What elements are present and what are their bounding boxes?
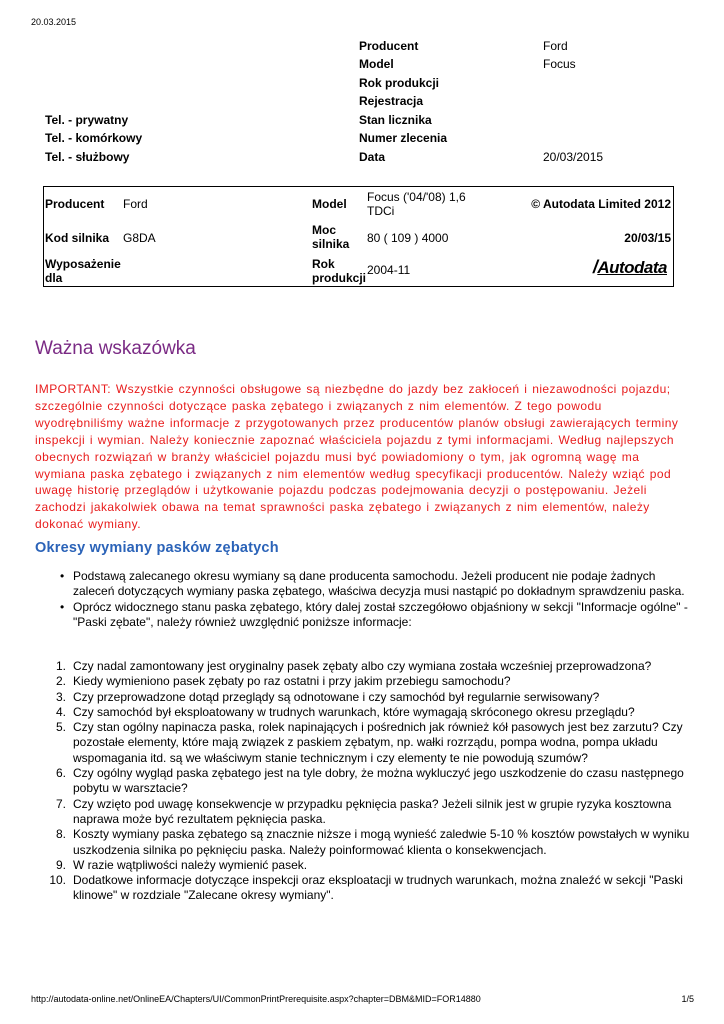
numbered-item xyxy=(44,827,690,858)
producent-label: Producent xyxy=(359,39,419,53)
rejestracja-label: Rejestracja xyxy=(359,94,424,108)
autodata-logo: /Autodata xyxy=(592,257,667,277)
item-text: Czy wzięto pod uwagę konsekwencje w przypadku pęknięcia paska? Jeżeli silnik jest w grupie ryzyka kosztowna naprawa może być rezultatem pęknięcia paska. xyxy=(73,796,672,826)
numer-zlecenia-label: Numer zlecenia xyxy=(359,131,448,145)
table-model-value-line1: Focus ('04/'08) 1,6 xyxy=(367,190,466,204)
item-text: Dodatkowe informacje dotyczące inspekcji oraz eksploatacji w trudnych warunkach, można znaleźć w sekcji "Paski klinowe" w rozdziale "Zalecane okresy wymiany". xyxy=(73,873,683,903)
numbered-item xyxy=(44,705,690,720)
table-producent-value: Ford xyxy=(123,197,148,211)
item-text: Czy nadal zamontowany jest oryginalny pasek zębaty albo czy wymiana została wcześniej przeprowadzona? xyxy=(73,659,652,673)
table-date: 20/03/15 xyxy=(624,231,671,245)
numbered-item xyxy=(44,873,690,904)
page-number: 1/5 xyxy=(681,994,694,1004)
table-rok-value: 2004-11 xyxy=(367,263,411,277)
table-wyposazenie-label-line1: Wyposażenie xyxy=(45,257,121,271)
item-number: 5. xyxy=(55,720,66,735)
rok-produkcji-label: Rok produkcji xyxy=(359,76,440,90)
table-kod-silnika-label: Kod silnika xyxy=(45,231,110,245)
tel-komorkowy-label: Tel. - komórkowy xyxy=(45,131,143,145)
important-notice: IMPORTANT: Wszystkie czynności obsługowe są niezbędne do jazdy bez zakłoceń i niezawodności pojazdu; szczególnie czynności dotyczące paska zębatego i związanych z nim elementów. Z tego powodu wyodrębniliśmy ważne informacje z przygotowanych przez producentów planów obsługi zawierających terminy inspekcji i wymian. Należy koniecznie zapoznać właściciela pojazdu z tymi informacjami. Według najlepszych obecnych rozwiązań w branży właściciel pojazdu musi być powiadomiony o tym, jak ogromną wagę ma wymiana paska zębatego i związanych z nim elementów według specyfikacji producentów. Należy wziąć pod uwagę historię przeglądów i użytkowanie pojazdu podczas podejmowania decyzji o postępowaniu. Jeżeli zachodzi jakakolwiek obawa na temat sprawności paska zębatego i związanych z nim elementów, należy dokonać wymiany. xyxy=(35,382,679,532)
table-moc-label-line1: Moc xyxy=(312,223,336,237)
item-number: 8. xyxy=(55,827,66,842)
table-rok-label-line2: produkcji xyxy=(312,271,367,285)
bullet-item: • Oprócz widocznego stanu paska zębatego, który dalej został szczegółowo objaśniony w sekcji "Informacje ogólne" - "Paski zębate", należy również uwzględnić poniższe informacje: xyxy=(60,600,690,631)
numbered-item xyxy=(44,858,690,873)
print-date: 20.03.2015 xyxy=(31,17,77,27)
table-producent-label: Producent xyxy=(45,197,105,211)
item-text: Czy stan ogólny napinacza paska, rolek napinających i pośrednich jak również kół pasowych jest bez zarzutu? Czy pozostałe elementy, które mają związek z paskiem zębatym, np. wałki rozrządu, pompa wodna, pompa układu wspomagania itd. są we właściwym stanie technicznym i czy elementy te nie powodują szumów? xyxy=(73,720,683,765)
stan-licznika-label: Stan licznika xyxy=(359,113,432,127)
bullet-list xyxy=(60,569,690,630)
numbered-item xyxy=(44,720,690,766)
item-number: 1. xyxy=(55,659,66,673)
item-number: 10. xyxy=(49,873,66,888)
footer-url: http://autodata-online.net/OnlineEA/Chapters/UI/CommonPrintPrerequisite.aspx?chapter=DBM&MID=FOR14880 xyxy=(31,994,481,1004)
table-kod-silnika-value: G8DA xyxy=(123,231,156,245)
item-number: 2. xyxy=(55,674,66,689)
item-text: Koszty wymiany paska zębatego są znacznie niższe i mogą wynieść zaledwie 5-10 % kosztów powstałych w wyniku uszkodzenia silnika po pęknięciu paska. Należy poinformować klienta o konsekwencjach. xyxy=(73,827,690,857)
item-text: Czy ogólny wygląd paska zębatego jest na tyle dobry, że można wykluczyć jego uszkodzenie do czasu następnego pobytu w warsztacie? xyxy=(73,766,684,796)
item-text: Czy samochód był eksploatowany w trudnych warunkach, które wymagają skróconego okresu przeglądu? xyxy=(73,704,635,719)
item-text: Czy przeprowadzone dotąd przeglądy są odnotowane i czy samochód był regularnie serwisowany? xyxy=(73,689,600,704)
model-value: Focus xyxy=(543,57,576,71)
item-text: Kiedy wymieniono pasek zębaty po raz ostatni i przy jakim przebiegu samochodu? xyxy=(73,674,511,689)
numbered-item xyxy=(44,797,690,828)
table-wyposazenie-label-line2: dla xyxy=(45,271,63,285)
numbered-list xyxy=(44,659,690,904)
tel-sluzbowy-label: Tel. - służbowy xyxy=(45,150,130,164)
data-label: Data xyxy=(359,150,386,164)
data-value: 20/03/2015 xyxy=(543,150,604,164)
table-rok-label-line1: Rok xyxy=(312,257,335,271)
copyright: © Autodata Limited 2012 xyxy=(531,197,671,211)
model-label: Model xyxy=(359,57,394,71)
producent-value: Ford xyxy=(543,39,568,53)
table-model-value-line2: TDCi xyxy=(367,204,395,218)
tel-prywatny-label: Tel. - prywatny xyxy=(45,113,129,127)
numbered-item xyxy=(44,674,690,689)
numbered-item xyxy=(44,766,690,797)
table-model-label: Model xyxy=(312,197,347,211)
bullet-item: • Podstawą zalecanego okresu wymiany są dane producenta samochodu. Jeżeli producent nie podaje żadnych zaleceń dotyczących wymiany paska zębatego, właściwa decyzja musi nastąpić po dokładnym sprawdzeniu paska. xyxy=(60,569,690,600)
item-text: W razie wątpliwości należy wymienić pasek. xyxy=(73,857,308,872)
vehicle-info-table xyxy=(43,186,674,287)
section-title: Okresy wymiany pasków zębatych xyxy=(35,540,279,556)
item-number: 4. xyxy=(55,704,66,719)
item-number: 6. xyxy=(55,766,66,781)
item-number: 9. xyxy=(55,857,66,872)
page-title: Ważna wskazówka xyxy=(35,338,196,359)
table-moc-label-line2: silnika xyxy=(312,237,350,251)
item-number: 3. xyxy=(55,689,66,704)
numbered-item xyxy=(44,659,690,674)
table-moc-value: 80 ( 109 ) 4000 xyxy=(367,231,449,245)
numbered-item xyxy=(44,690,690,705)
item-number: 7. xyxy=(55,796,66,811)
